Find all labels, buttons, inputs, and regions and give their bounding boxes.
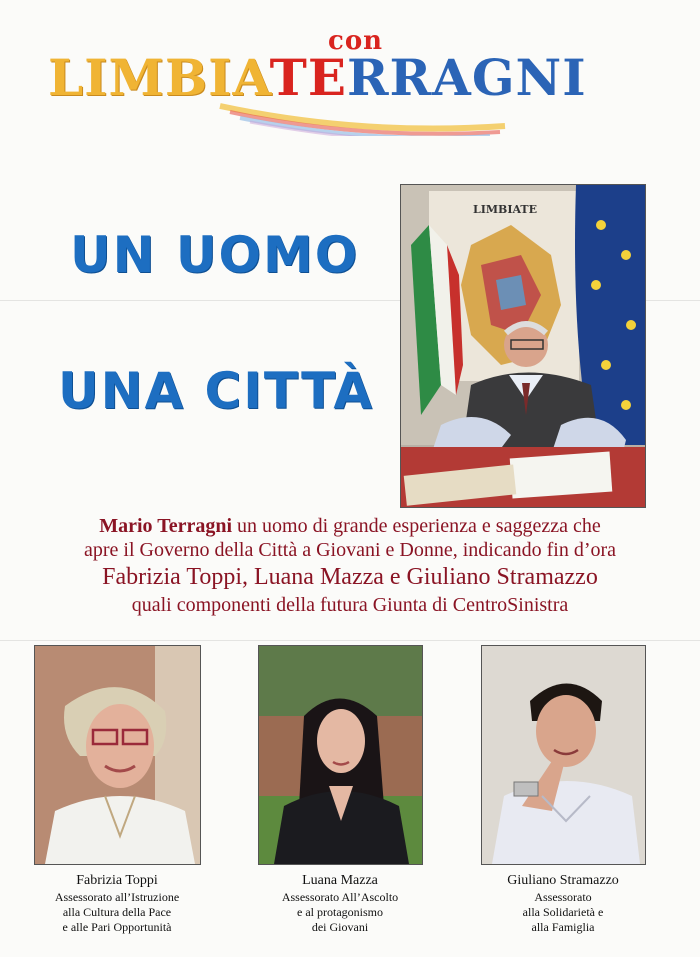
candidate-name: Fabrizia Toppi [76,873,158,888]
fabrizia-toppi-photo [34,645,201,865]
candidate-caption-2 [244,872,436,935]
intro-paragraph [20,514,680,618]
candidate-name: Giuliano Stramazzo [507,873,619,888]
candidate-name: Luana Mazza [302,873,378,888]
candidate-role-line: Assessorato All’Ascolto [281,890,399,904]
headline-line-1: UN UOMO [70,226,360,284]
candidate-role-line: e al protagonismo [297,905,383,919]
candidate-role-line: alla Famiglia [531,920,595,934]
candidate-role-line: dei Giovani [311,920,369,934]
candidate-role-line: alla Solidarietà e [522,905,604,919]
logo-part-rragni: RRAGNI [346,48,587,107]
campaign-logo [40,24,650,134]
intro-name: Mario Terragni [99,515,233,537]
candidate-caption-1 [20,872,214,935]
rainbow-swoosh-icon [210,96,510,136]
candidate-caption-3 [466,872,660,935]
logo-part-limbia: LIMBIA [48,48,270,107]
candidate-role-line: Assessorato [534,890,592,904]
intro-line-1-rest: un uomo di grande esperienza e saggezza che [232,515,601,537]
intro-line-1 [20,514,680,538]
luana-mazza-photo [258,645,423,865]
headline-line-2: UNA CITTÀ [58,362,375,420]
logo-con-text: con [328,26,384,56]
candidate-role-line: e alle Pari Opportunità [62,920,172,934]
mario-terragni-photo [400,184,646,508]
intro-line-2: apre il Governo della Città a Giovani e Donne, indicando fin d’ora [83,539,617,561]
intro-candidates-line: Fabrizia Toppi, Luana Mazza e Giuliano Stramazzo [102,564,598,590]
logo-part-te: TE [269,48,347,107]
candidate-role-line: alla Cultura della Pace [62,905,172,919]
candidate-role-line: Assessorato all’Istruzione [54,890,180,904]
map-label: LIMBIATE [473,203,538,216]
giuliano-stramazzo-photo [481,645,646,865]
intro-line-4: quali componenti della futura Giunta di CentroSinistra [131,594,569,616]
